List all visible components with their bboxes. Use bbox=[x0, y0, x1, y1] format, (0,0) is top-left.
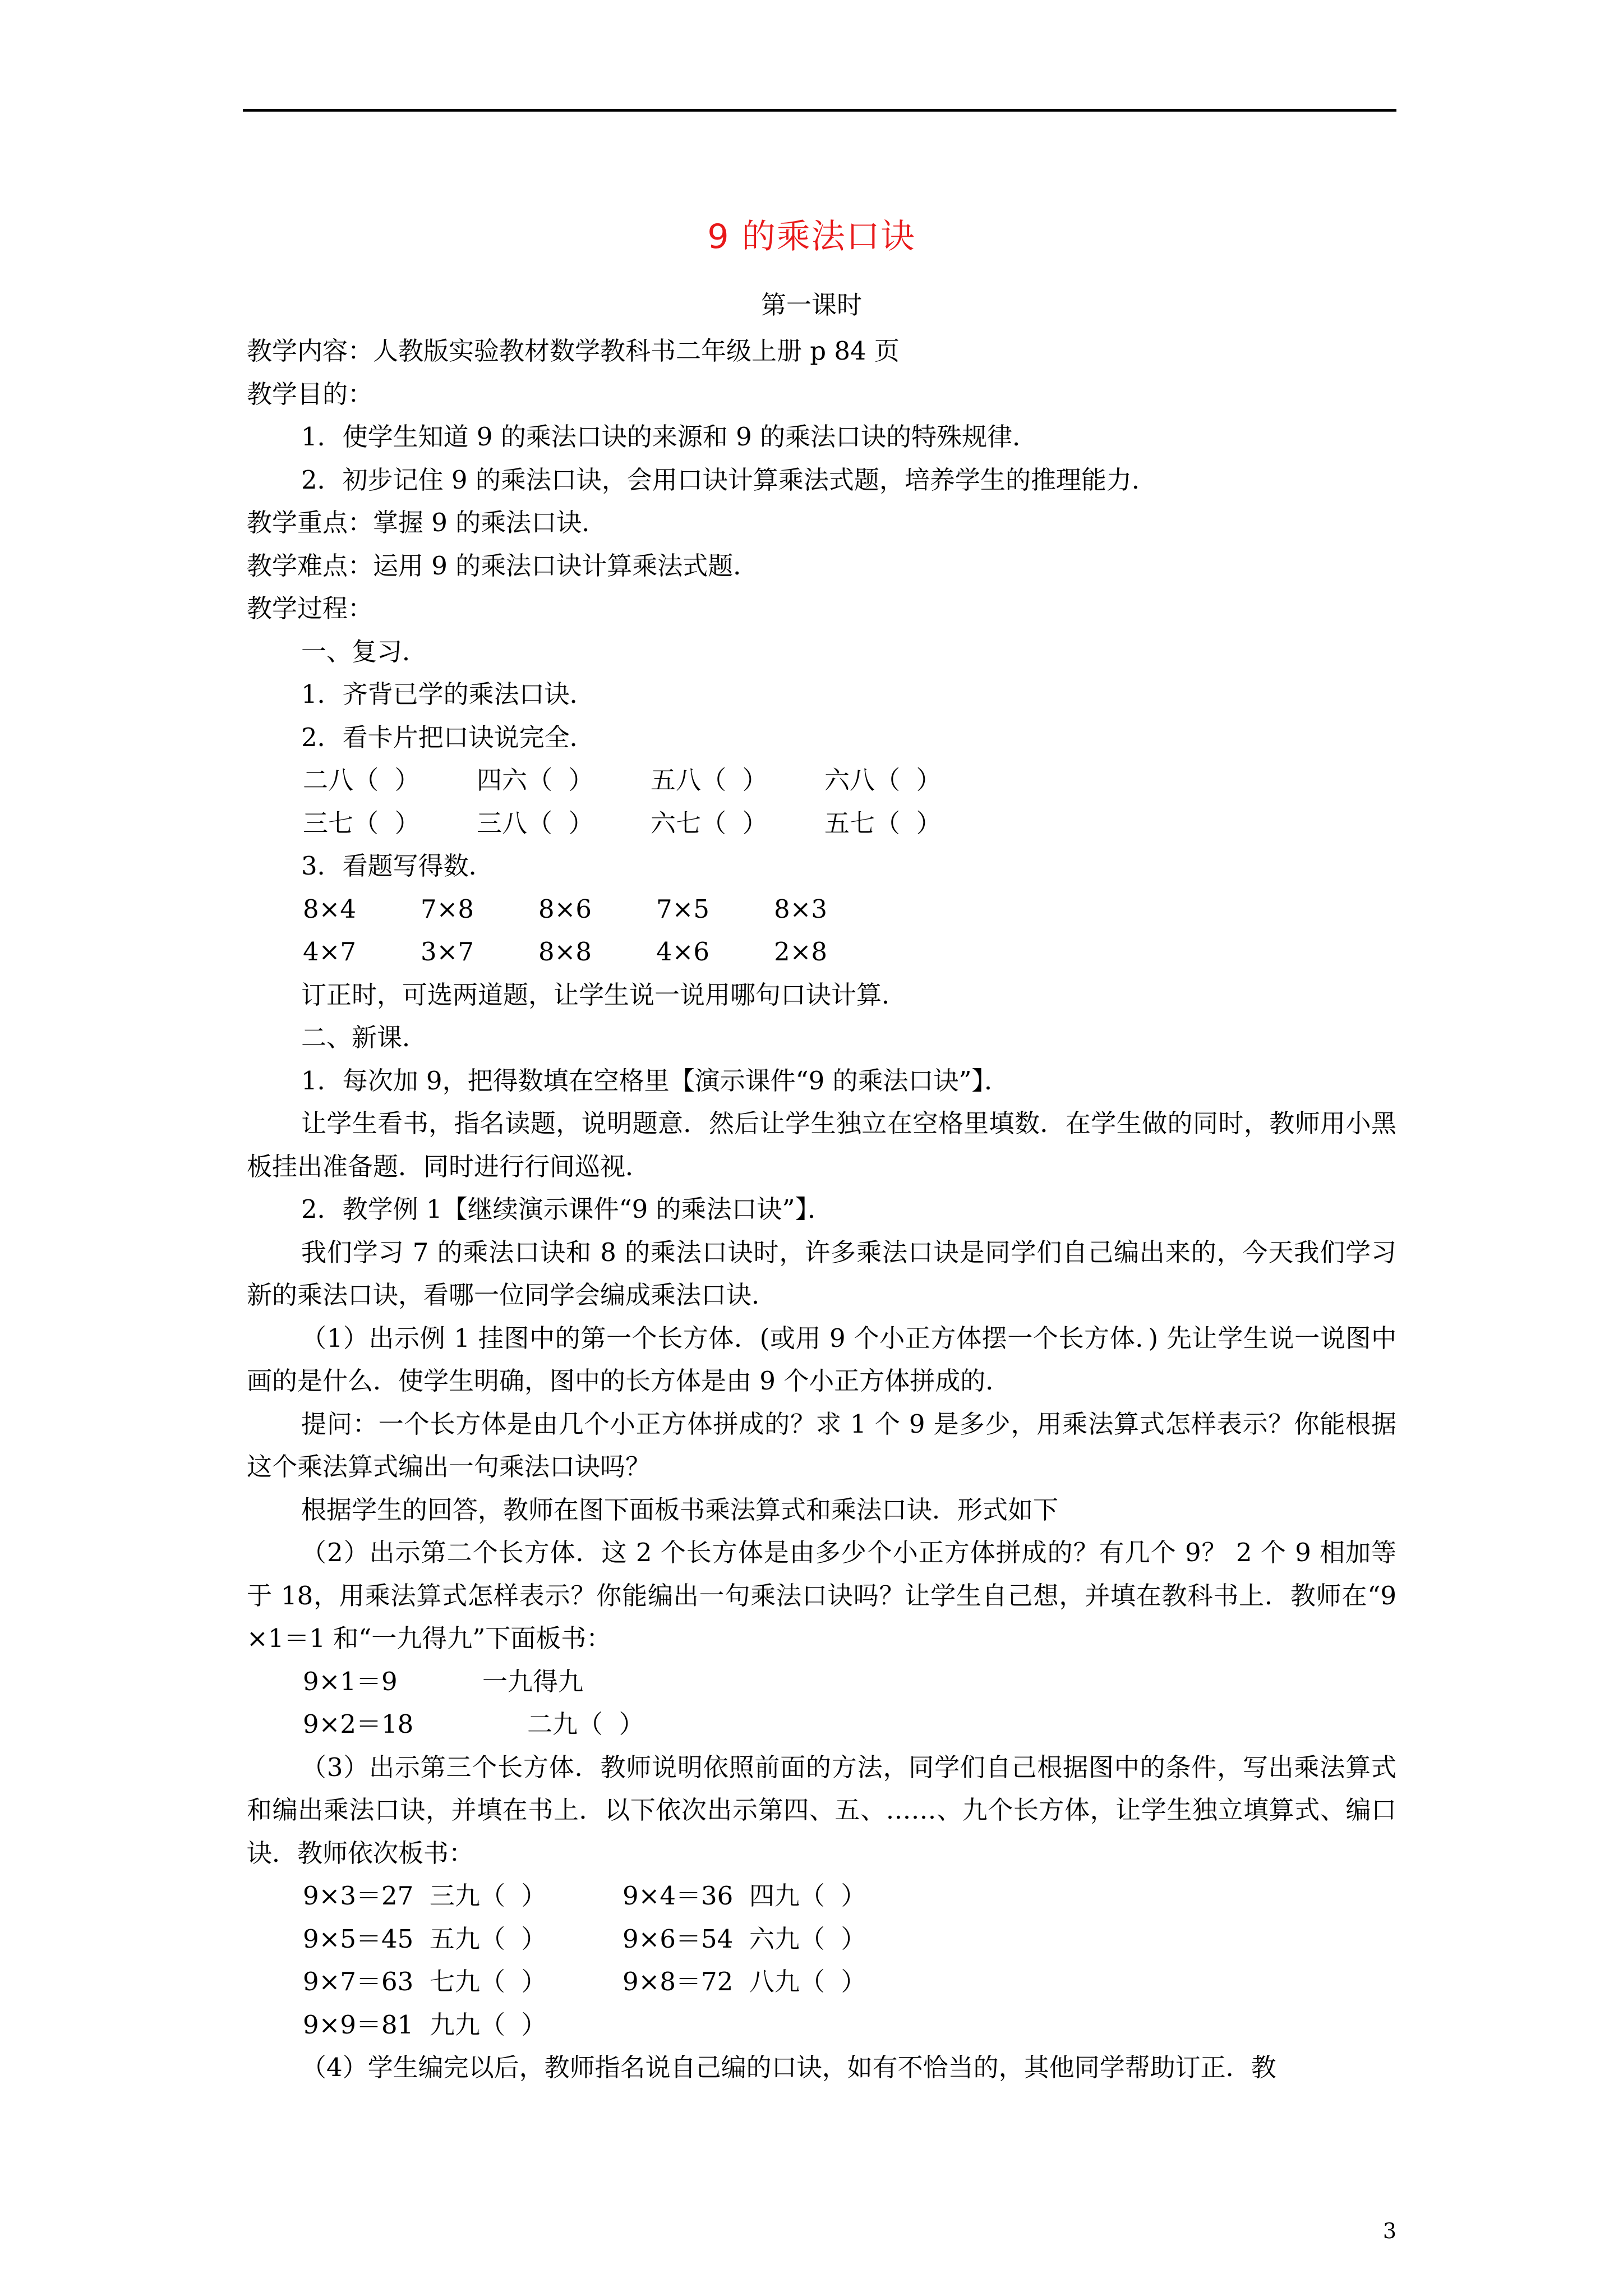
card-item: 五八（ ） bbox=[651, 765, 768, 795]
card-item: 五七（ ） bbox=[824, 808, 942, 838]
teaching-goal-2: 2．初步记住 9 的乘法口诀，会用口诀计算乘法式题，培养学生的推理能力． bbox=[301, 464, 1157, 495]
multiplication-item: 4×6 bbox=[656, 937, 709, 967]
step-3: （3）出示第三个长方体．教师说明依照前面的方法，同学们自己根据图中的条件，写出乘法算式和编出乘法口诀，并填在书上．以下依次出示第四、五、……、九个长方体，让学生独立填算式、编口诀．教师依次板书： bbox=[247, 1752, 1396, 1868]
board-row bbox=[247, 2004, 1396, 2047]
board-rhyme: 一九得九 bbox=[482, 1666, 584, 1696]
card-item: 六八（ ） bbox=[824, 765, 942, 795]
board-entry: 9×7＝63 七九（ ） bbox=[303, 1967, 547, 1996]
board-entry: 9×5＝45 五九（ ） bbox=[303, 1924, 547, 1954]
multiplication-item: 3×7 bbox=[421, 937, 474, 967]
correction-note: 订正时，可选两道题，让学生说一说用哪句口诀计算． bbox=[301, 979, 907, 1010]
board-row bbox=[247, 1918, 1396, 1961]
board-entry: 9×6＝54 六九（ ） bbox=[623, 1924, 866, 1954]
new-lesson-item-2-intro: 我们学习 7 的乘法口诀和 8 的乘法口诀时，许多乘法口诀是同学们自己编出来的，今天我们学习新的乘法口诀，看哪一位同学会编成乘法口诀． bbox=[247, 1237, 1396, 1310]
board-row bbox=[247, 1875, 1396, 1918]
multiplication-item: 7×8 bbox=[421, 894, 474, 924]
multiplication-item: 8×4 bbox=[303, 894, 356, 924]
board-line-1 bbox=[247, 1660, 1396, 1704]
multiplication-item: 7×5 bbox=[656, 894, 709, 924]
header-rule bbox=[243, 109, 1396, 112]
card-item: 六七（ ） bbox=[651, 808, 768, 838]
board-row bbox=[247, 1961, 1396, 2004]
board-entry: 9×9＝81 九九（ ） bbox=[303, 2009, 547, 2040]
multiplication-row-2 bbox=[247, 931, 1396, 974]
teaching-content: 教学内容：人教版实验教材数学教科书二年级上册 p 84 页 bbox=[247, 336, 900, 366]
review-item-3: 3．看题写得数． bbox=[301, 851, 494, 881]
step-2: （2）出示第二个长方体．这 2 个长方体是由多少个小正方体拼成的？有几个 9？ 2 个 9 相加等于 18，用乘法算式怎样表示？你能编出一句乘法口诀吗？让学生自己想，并填在教科书上．教师在“9×1＝1 和“一九得九”下面板书： bbox=[247, 1538, 1396, 1653]
teaching-difficulty: 教学难点：运用 9 的乘法口诀计算乘法式题． bbox=[247, 550, 759, 581]
review-heading: 一、复习． bbox=[301, 636, 428, 666]
board-line-2 bbox=[247, 1703, 1396, 1746]
new-lesson-item-1-detail: 让学生看书，指名读题，说明题意．然后让学生独立在空格里填数．在学生做的同时，教师用小黑板挂出准备题．同时进行行间巡视． bbox=[247, 1108, 1396, 1181]
board-entry: 9×3＝27 三九（ ） bbox=[303, 1881, 547, 1911]
card-item: 四六（ ） bbox=[477, 765, 594, 795]
multiplication-item: 8×8 bbox=[538, 937, 592, 967]
card-item: 三七（ ） bbox=[303, 808, 420, 838]
document-body bbox=[247, 330, 1396, 2090]
teaching-goal-heading: 教学目的： bbox=[247, 379, 374, 409]
step-1: （1）出示例 1 挂图中的第一个长方体．(或用 9 个小正方体摆一个长方体．) 先让学生说一说图中画的是什么．使学生明确，图中的长方体是由 9 个小正方体拼成的． bbox=[247, 1323, 1396, 1396]
lesson-subtitle: 第一课时 bbox=[760, 290, 862, 320]
board-intro: 根据学生的回答，教师在图下面板书乘法算式和乘法口诀．形式如下 bbox=[301, 1494, 1059, 1525]
board-equation: 9×2＝18 bbox=[303, 1709, 414, 1739]
board-rhyme: 二九（ ） bbox=[527, 1709, 644, 1739]
multiplication-item: 4×7 bbox=[303, 937, 356, 967]
page-title: 9 的乘法口诀 bbox=[707, 217, 916, 256]
board-equation: 9×1＝9 bbox=[303, 1666, 398, 1696]
multiplication-row-1 bbox=[247, 888, 1396, 931]
multiplication-item: 8×3 bbox=[774, 894, 827, 924]
card-row-1 bbox=[247, 759, 1396, 802]
multiplication-item: 8×6 bbox=[538, 894, 592, 924]
review-item-1: 1．齐背已学的乘法口诀． bbox=[301, 679, 595, 709]
step-4: （4）学生编完以后，教师指名说自己编的口诀，如有不恰当的，其他同学帮助订正．教 bbox=[301, 2053, 1276, 2082]
review-item-2: 2．看卡片把口诀说完全． bbox=[301, 722, 595, 752]
card-item: 三八（ ） bbox=[477, 808, 594, 838]
teaching-process-heading: 教学过程： bbox=[247, 593, 374, 623]
card-row-2 bbox=[247, 802, 1396, 845]
new-lesson-item-2: 2．教学例 1【继续演示课件“9 的乘法口诀”】． bbox=[301, 1194, 833, 1224]
teaching-goal-1: 1．使学生知道 9 的乘法口诀的来源和 9 的乘法口诀的特殊规律． bbox=[301, 422, 1038, 452]
page-number: 3 bbox=[1382, 2219, 1396, 2243]
question: 提问：一个长方体是由几个小正方体拼成的？求 1 个 9 是多少，用乘法算式怎样表示？你能根据这个乘法算式编出一句乘法口诀吗？ bbox=[247, 1409, 1396, 1481]
new-lesson-item-1: 1．每次加 9，把得数填在空格里【演示课件“9 的乘法口诀”】． bbox=[301, 1065, 1010, 1096]
teaching-key-point: 教学重点：掌握 9 的乘法口诀． bbox=[247, 508, 607, 537]
card-item: 二八（ ） bbox=[303, 765, 420, 795]
board-entry: 9×8＝72 八九（ ） bbox=[623, 1967, 866, 1996]
board-entry: 9×4＝36 四九（ ） bbox=[623, 1881, 866, 1911]
multiplication-item: 2×8 bbox=[774, 937, 827, 967]
new-lesson-heading: 二、新课． bbox=[301, 1023, 428, 1052]
